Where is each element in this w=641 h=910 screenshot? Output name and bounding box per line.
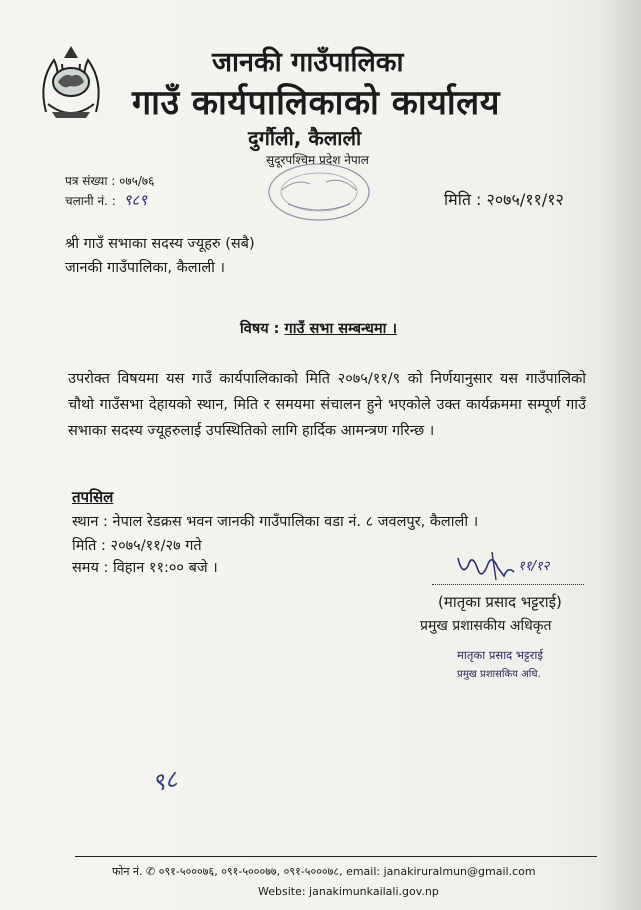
signature-date-handwritten: ११/१२ [518, 559, 550, 574]
signatory-title: प्रमुख प्रशासकीय अधिकृत [420, 618, 552, 634]
name-stamp: मातृका प्रसाद भट्टराई [457, 648, 543, 662]
municipality-name: जानकी गाउँपालिका [212, 47, 404, 78]
details-date: मिति : २०७५/११/२७ गते [72, 538, 202, 554]
signatory-name: (मातृका प्रसाद भट्टराई) [438, 593, 562, 611]
details-time: समय : विहान ११:०० बजे । [72, 560, 218, 576]
signature-line [432, 584, 584, 585]
dispatch-number-label [65, 190, 147, 210]
province-line: सुदूरपश्चिम प्रदेश नेपाल [266, 153, 369, 167]
details-venue: स्थान : नेपाल रेडक्रस भवन जानकी गाउँपालिका वडा नं. ८ जवलपुर, कैलाली । [72, 514, 479, 530]
letter-number: पत्र संख्या : ०७५/७६ [65, 174, 155, 188]
footer-contact: फोन नं. ✆ ०९१-५०००७६, ०९१-५०००७७, ०९१-५०००७८, email: janakiruralmun@gmail.com [112, 865, 536, 878]
page-edge-shadow [603, 0, 641, 910]
footer-divider [75, 856, 597, 857]
subject-text: गाउँ सभा सम्बन्धमा । [284, 321, 397, 337]
footer-website: Website: janakimunkailali.gov.np [258, 885, 439, 898]
body-paragraph: उपरोक्त विषयमा यस गाउँ कार्यपालिकाको मिति २०७५/११/९ को निर्णयानुसार यस गाउँपालिको चौथो गाउँसभा देहायको स्थान, मिति र समयमा संचालन हुने भएकोले उक्त कार्यक्रममा सम्पूर्ण गाउँ सभाका सदस्य ज्यूहरुलाई उपस्थितिको लागि हार्दिक आमन्त्रण गरिन्छ । [68, 371, 586, 439]
office-location: दुर्गौली, कैलाली [248, 126, 362, 150]
office-title: गाउँ कार्यपालिकाको कार्यालय [132, 83, 500, 123]
title-stamp: प्रमुख प्रशासकिय अधि. [457, 669, 541, 680]
dispatch-label: चलानी नं. : [65, 194, 116, 208]
addressee-line-1: श्री गाउँ सभाका सदस्य ज्यूहरु (सबै) [65, 236, 255, 252]
letter-date: मिति : २०७५/११/१२ [444, 190, 564, 209]
margin-handwritten-mark: ९८ [149, 764, 180, 798]
dispatch-number-handwritten: ९८९ [123, 191, 148, 209]
addressee-line-2: जानकी गाउँपालिका, कैलाली । [65, 260, 226, 276]
nepal-emblem-icon [34, 42, 108, 122]
subject-label: विषय : [240, 321, 280, 337]
office-seal-stamp [266, 160, 372, 224]
details-heading: तपसिल [72, 488, 114, 506]
subject-line [240, 318, 397, 338]
